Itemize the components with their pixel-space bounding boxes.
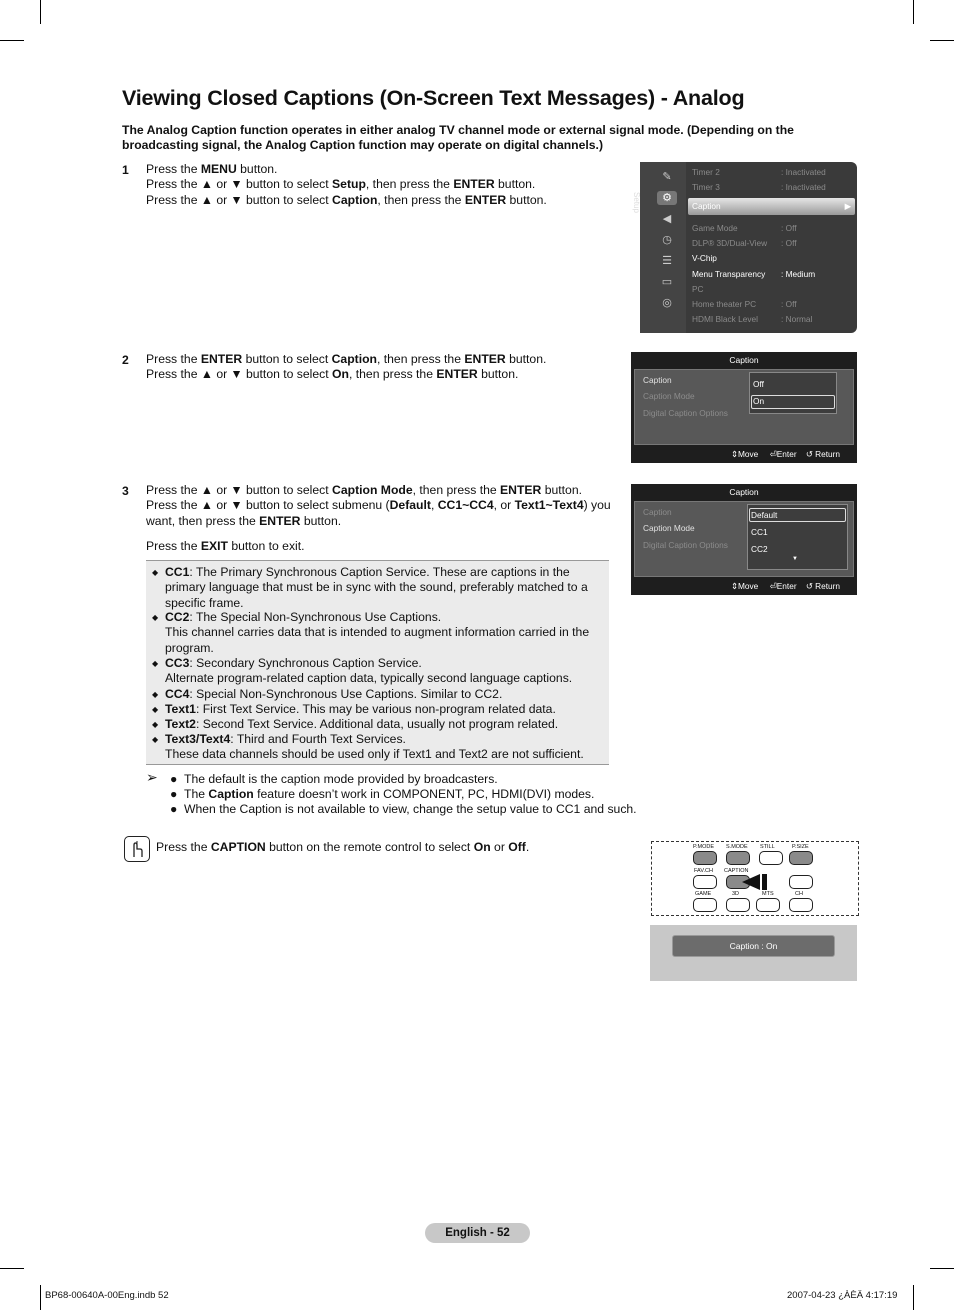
- digital-caption-options-item: Digital Caption Options: [643, 540, 728, 550]
- 3d-button[interactable]: [726, 898, 750, 912]
- channel-icon: ☰: [662, 255, 672, 267]
- enter-icon: ⏎: [769, 581, 777, 591]
- step-2-text: Press the ENTER button to select Caption, then press the ENTER button. Press the ▲ or ▼ button to select On, then press the ENTER button.: [146, 352, 547, 382]
- setup-side-label: Setup: [632, 192, 641, 213]
- diamond-bullet-icon: ◆: [152, 735, 159, 744]
- remote-tip-text: Press the CAPTION button on the remote control to select On or Off.: [156, 840, 530, 854]
- remote-label: CAPTION: [724, 868, 749, 874]
- diamond-bullet-icon: ◆: [152, 659, 159, 668]
- remote-label: STILL: [760, 844, 775, 850]
- caption-mode-dialog: [631, 484, 857, 595]
- caption-options-popup: [749, 372, 837, 414]
- remote-control-illustration: [651, 841, 859, 916]
- remote-label: MTS: [762, 891, 774, 897]
- p-mode-button[interactable]: [693, 851, 717, 865]
- clock-icon: ◷: [662, 234, 672, 246]
- caption-item[interactable]: Caption: [643, 375, 672, 385]
- still-button[interactable]: [759, 851, 783, 865]
- note-arrow-icon: ➢: [146, 769, 158, 785]
- crop-mark: [913, 0, 914, 24]
- setup-row: Timer 2 : Inactivated: [692, 167, 826, 177]
- list-item: ● When the Caption is not available to view, change the setup value to CC1 and such.: [170, 801, 637, 816]
- crop-mark: [0, 40, 24, 41]
- move-icon: ⇕: [731, 581, 738, 591]
- caption-mode-descriptions: [146, 560, 609, 765]
- crop-mark: [930, 40, 954, 41]
- footer-file-info: BP68-00640A-00Eng.indb 52: [45, 1290, 169, 1301]
- dialog-footer: ⇕Move ⏎Enter ↺ Return: [731, 449, 840, 459]
- caption-mode-item: Caption Mode: [643, 391, 695, 401]
- mts-button[interactable]: [756, 898, 780, 912]
- remote-label: CH: [795, 891, 803, 897]
- option-on[interactable]: On: [753, 396, 765, 406]
- s-mode-button[interactable]: [726, 851, 750, 865]
- picture-icon: ✎: [662, 171, 672, 183]
- dialog-header: Caption: [729, 355, 759, 365]
- dialog-header: Caption: [729, 487, 759, 497]
- caption-mode-popup: [747, 504, 848, 570]
- remote-label: S.MODE: [726, 844, 748, 850]
- step-2-number: 2: [122, 353, 129, 367]
- diamond-bullet-icon: ◆: [152, 720, 159, 729]
- ch-up-button[interactable]: [789, 875, 813, 889]
- crop-mark: [40, 1285, 41, 1310]
- setup-row: Menu Transparency : Medium: [692, 269, 816, 279]
- enter-icon: ⏎: [769, 449, 777, 459]
- support-icon: ◎: [662, 297, 672, 309]
- list-item: ◆ Text3/Text4: Third and Fourth Text Services. These data channels should be used only if Text1 and Text2 are not sufficient.: [152, 732, 584, 762]
- setup-menu-screen: [632, 162, 857, 333]
- setup-row: PC: [692, 284, 704, 294]
- intro-text: The Analog Caption function operates in either analog TV channel mode or external signal mode. (Depending on the broadcasting signal, the Analog Caption function may operate on digital channels.): [122, 123, 794, 153]
- list-item: ● The default is the caption mode provided by broadcasters.: [170, 772, 498, 786]
- pointer-arrow-icon: [740, 870, 776, 892]
- list-item: ● The Caption feature doesn’t work in COMPONENT, PC, HDMI(DVI) modes.: [170, 786, 595, 801]
- caption-status-screen: [650, 925, 857, 981]
- option-cc2[interactable]: CC2: [751, 544, 768, 554]
- step-1-text: Press the MENU button. Press the ▲ or ▼ button to select Setup, then press the ENTER button. Press the ▲ or ▼ button to select Caption, then press the ENTER button.: [146, 162, 547, 207]
- list-item: ◆ CC1: The Primary Synchronous Caption Service. These are captions in the primary language that must be in sync with the sound, preferably matched to a specific frame.: [152, 565, 588, 610]
- dialog-footer: ⇕Move ⏎Enter ↺ Return: [731, 581, 840, 591]
- p-size-button[interactable]: [789, 851, 813, 865]
- setup-row: Game Mode : Off: [692, 223, 797, 233]
- remote-label: P.MODE: [693, 844, 714, 850]
- ch-down-button[interactable]: [789, 898, 813, 912]
- game-button[interactable]: [693, 898, 717, 912]
- list-item: ◆ CC4: Special Non-Synchronous Use Captions. Similar to CC2.: [152, 687, 503, 701]
- digital-caption-options-item: Digital Caption Options: [643, 408, 728, 418]
- step-3-number: 3: [122, 484, 129, 498]
- fav-ch-button[interactable]: [693, 875, 717, 889]
- diamond-bullet-icon: ◆: [152, 613, 159, 622]
- remote-label: P.SIZE: [792, 844, 809, 850]
- caption-status-banner: Caption : On: [672, 935, 835, 957]
- return-icon: ↺: [805, 449, 813, 459]
- notes-list: [146, 769, 637, 816]
- option-default[interactable]: Default: [751, 510, 778, 520]
- remote-label: 3D: [732, 891, 740, 897]
- remote-label: GAME: [695, 891, 712, 897]
- setup-row: HDMI Black Level : Normal: [692, 314, 813, 324]
- scroll-down-icon[interactable]: ▼: [792, 556, 798, 562]
- crop-mark: [913, 1285, 914, 1310]
- list-item: ◆ Text1: First Text Service. This may be various non-program related data.: [152, 702, 556, 716]
- list-item: ◆ Text2: Second Text Service. Additional data, usually not program related.: [152, 717, 559, 731]
- diamond-bullet-icon: ◆: [152, 705, 159, 714]
- crop-mark: [930, 1268, 954, 1269]
- setup-gear-icon: ⚙: [657, 191, 677, 205]
- list-item: ◆ CC2: The Special Non-Synchronous Use Captions. This channel carries data that is intended to augment information carried in the program.: [152, 610, 590, 655]
- option-off[interactable]: Off: [753, 379, 764, 389]
- return-icon: ↺: [805, 581, 813, 591]
- setup-row: Timer 3 : Inactivated: [692, 182, 826, 192]
- step-1-number: 1: [122, 163, 129, 177]
- setup-icon-column: [660, 170, 682, 317]
- diamond-bullet-icon: ◆: [152, 690, 159, 699]
- setup-row: Home theater PC : Off: [692, 299, 797, 309]
- setup-row: DLP® 3D/Dual-View : Off: [692, 238, 797, 248]
- footer-timestamp: 2007-04-23 ¿ÀÈÄ 4:17:19: [787, 1290, 898, 1301]
- diamond-bullet-icon: ◆: [152, 568, 159, 577]
- step-3-text: Press the ▲ or ▼ button to select Caption Mode, then press the ENTER button. Press the ▲ or ▼ button to select submenu (Default, CC1~CC4, or Text1~Text4) you want, then press the ENTER button. Press the EXIT button to exit.: [146, 483, 611, 553]
- remote-label: FAV.CH: [694, 868, 713, 874]
- sound-icon: ◀: [662, 213, 672, 225]
- hand-pointer-icon: [124, 836, 150, 862]
- page-title: Viewing Closed Captions (On-Screen Text Messages) - Analog: [122, 86, 745, 110]
- setup-row: V-Chip: [692, 253, 717, 263]
- input-icon: ▭: [661, 276, 673, 288]
- caption-mode-item[interactable]: Caption Mode: [643, 523, 695, 533]
- list-item: ◆ CC3: Secondary Synchronous Caption Service. Alternate program-related caption data, typically second language captions.: [152, 656, 573, 686]
- arrow-right-icon: ▶: [844, 201, 851, 211]
- crop-mark: [40, 0, 41, 24]
- setup-row-selected[interactable]: Caption ▶: [688, 198, 855, 215]
- page-number: English - 52: [425, 1223, 530, 1243]
- move-icon: ⇕: [731, 449, 738, 459]
- crop-mark: [0, 1268, 24, 1269]
- dialog-body: [634, 369, 854, 445]
- caption-item: Caption: [643, 507, 672, 517]
- dialog-body: [634, 501, 854, 577]
- option-cc1[interactable]: CC1: [751, 527, 768, 537]
- caption-dialog-onoff: [631, 352, 857, 463]
